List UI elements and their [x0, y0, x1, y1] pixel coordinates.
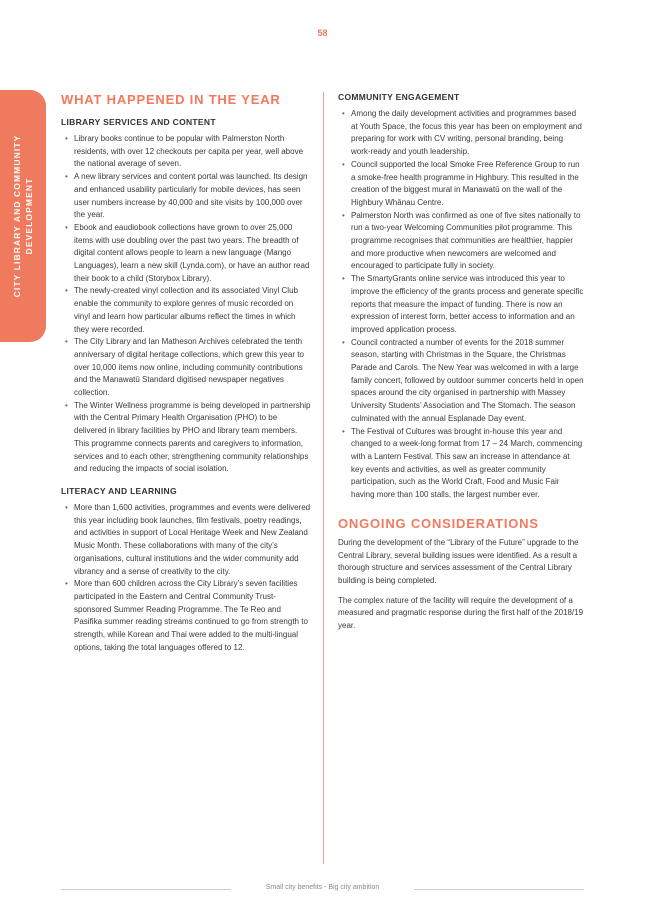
list-item: • Council supported the local Smoke Free Reference Group to run a smoke-free health programme in Highbury. This resulted in the creation of the biggest mural in Manawatū on the wall of the Highbury Whānau Centre.	[338, 159, 584, 210]
list-item: • Ebook and eaudiobook collections have grown to over 25,000 items with use doubling over the past two years. The breadth of digital content allows people to learn a new language (Mango Languages), learn a new skill (Lynda.com), or have an author read their book to a child (Storybox Library).	[61, 222, 311, 286]
footer	[61, 884, 584, 896]
literacy-list	[61, 502, 311, 654]
list-item: • Library books continue to be popular with Palmerston North residents, with over 12 checkouts per capita per year, well above the national average of seven.	[61, 133, 311, 171]
left-column	[61, 92, 311, 664]
list-item: • More than 1,600 activities, programmes and events were delivered this year including book launches, film festivals, poetry readings, and activities in support of Local Heritage Week and New Zealand Music Month. These collaborations with many of the city’s organisations, cultural institutions and the wider community add vibrancy and a sense of creativity to the city.	[61, 502, 311, 578]
list-item: • Palmerston North was confirmed as one of five sites nationally to run a two-year Welcoming Communities pilot programme. This programme recognises that communities are healthier, happier and more productive when newcomers are welcomed and encouraged to participate fully in society.	[338, 210, 584, 274]
list-item: • More than 600 children across the City Library’s seven facilities participated in the Eastern and Central Community Trust-sponsored Summer Reading Programme. The Te Reo and Pasifika summer reading streams continued to go from strength to strength, while Korean and Thai were added to the multi-lingual options, taking the total languages offered to 12.	[61, 578, 311, 654]
footer-rule-right	[414, 889, 584, 890]
paragraph: During the development of the “Library of the Future” upgrade to the Central Library, several building issues were identified. As a result a thorough structure and services assessment of the Central Library building is being completed.	[338, 537, 579, 585]
list-item: • The Festival of Cultures was brought in-house this year and changed to a week-long format from 17 – 24 March, commencing with a Lantern Festival. This saw an increase in attendance at key events and activities, as well as greater community participation, such as the World Craft, Food and Music Fair having more than 100 stalls, the largest number ever.	[338, 426, 584, 502]
list-item: • Among the daily development activities and programmes based at Youth Space, the focus this year has been on employment and preparing for work with CV writing, personal branding, being work-ready and youth leadership.	[338, 108, 584, 159]
page-number: 58	[317, 28, 328, 38]
list-item: • Council contracted a number of events for the 2018 summer season, starting with Christmas in the Square, the Christmas Parade and Carols. The New Year was welcomed in with a large family concert, followed by outdoor summer concerts held in open spaces around the city organised in partnership with Massey University Students’ Association and The Stomach. The season culminated with the annual Esplanade Day event.	[338, 337, 584, 426]
footer-tagline: Small city benefits - Big city ambition	[265, 884, 380, 891]
list-item: • The City Library and Ian Matheson Archives celebrated the tenth anniversary of digital heritage collections, which grew this year to over 10,000 items now online, including community contributions and the Manawatū Standard digitised newspaper negatives collection.	[61, 336, 311, 400]
list-item: • A new library services and content portal was launched. Its design and enhanced usability particularly for mobile devices, has seen user numbers increase by 40,000 and site visits by 100,000 over the year.	[61, 171, 311, 222]
column-divider	[323, 92, 324, 864]
community-engagement-list	[338, 108, 584, 502]
subheading-literacy: LITERACY AND LEARNING	[61, 485, 177, 496]
subheading-library-services: LIBRARY SERVICES AND CONTENT	[61, 117, 216, 127]
subheading-community-engagement: COMMUNITY ENGAGEMENT	[338, 92, 460, 102]
library-services-list	[61, 133, 311, 476]
section-side-tab-label: CITY LIBRARY AND COMMUNITY DEVELOPMENT	[12, 134, 34, 298]
list-item: • The SmartyGrants online service was introduced this year to improve the efficiency of the grants process and generate specific reports that measure the impact of funding. There is now an expression of interest form, better access to information and an improved application process.	[338, 273, 584, 337]
list-item: • The Winter Wellness programme is being developed in partnership with the Central Primary Health Organisation (PHO) to be delivered in library facilities by PHO and library team members. This programme connects parents and caregivers to information, services and to each other, strengthening community relationships and reducing the impacts of social isolation.	[61, 400, 311, 476]
right-column	[338, 92, 584, 640]
list-item: • The newly-created vinyl collection and its associated Vinyl Club enable the community to explore genres of music recorded on vinyl and learn how particular albums reflect the times in which they were recorded.	[61, 285, 311, 336]
paragraph: The complex nature of the facility will require the development of a measured and pragmatic response during the first half of the 2018/19 year.	[338, 595, 584, 631]
heading-what-happened: WHAT HAPPENED IN THE YEAR	[61, 92, 281, 107]
heading-ongoing-considerations: ONGOING CONSIDERATIONS	[338, 515, 539, 531]
section-side-tab	[0, 90, 46, 342]
